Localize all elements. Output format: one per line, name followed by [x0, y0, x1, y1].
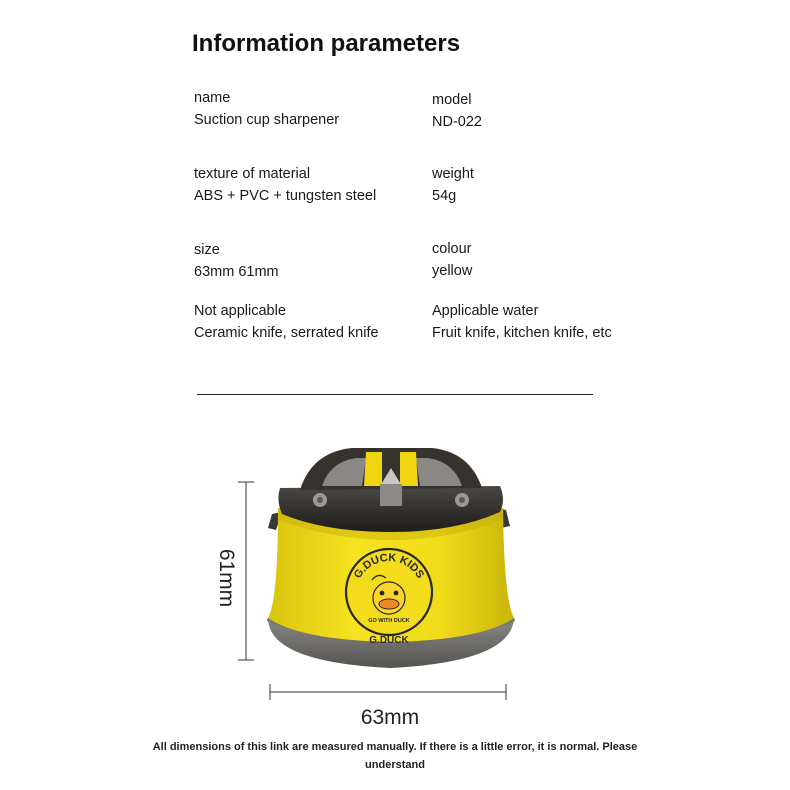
height-dimension-label: 61mm [215, 548, 238, 608]
param-value: 63mm 61mm [194, 264, 279, 280]
param-label: Not applicable [194, 303, 286, 319]
brand-name: G.DUCK [369, 635, 409, 646]
width-dimension-label: 63mm [360, 706, 420, 729]
param-label: size [194, 242, 220, 258]
param-value: Ceramic knife, serrated knife [194, 325, 379, 341]
width-dimension-line [270, 684, 506, 700]
param-label: texture of material [194, 166, 311, 182]
param-value: Suction cup sharpener [194, 112, 340, 128]
param-label: Applicable water [432, 303, 539, 319]
param-label: weight [432, 166, 474, 182]
param-label: name [194, 90, 231, 106]
param-value: Fruit knife, kitchen knife, etc [432, 325, 612, 341]
param-label: colour [432, 241, 472, 257]
sharpener-top [278, 448, 503, 532]
param-value: ND-022 [432, 114, 482, 130]
logo-text: G.DUCK KIDS [351, 551, 427, 581]
logo-subtext: GO WITH DUCK [368, 618, 410, 624]
param-value: 54g [432, 188, 457, 204]
height-dimension-line [238, 482, 254, 660]
measurement-footnote: All dimensions of this link are measured manually. If there is a little error, it is normal. Please understand [152, 741, 638, 771]
param-value: yellow [432, 263, 473, 279]
param-label: model [432, 92, 472, 108]
page-title: Information parameters [192, 30, 461, 57]
param-value: ABS + PVC + tungsten steel [194, 188, 377, 204]
